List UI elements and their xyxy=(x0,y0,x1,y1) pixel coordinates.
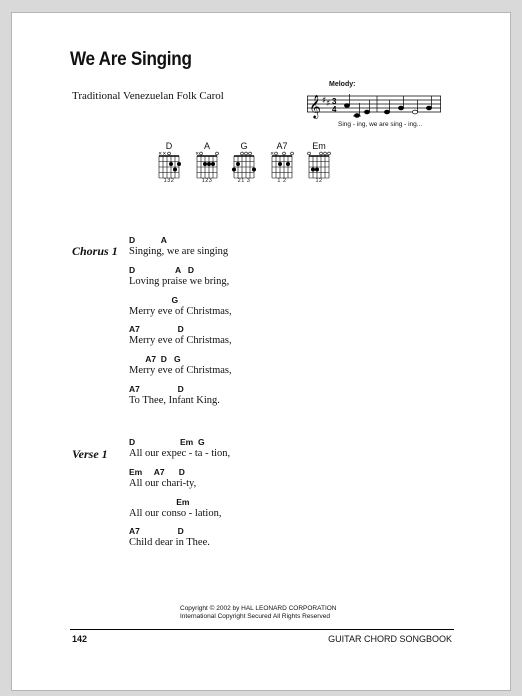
svg-text:𝄞: 𝄞 xyxy=(309,94,321,118)
chorus-chord-line: A7 D G xyxy=(129,354,181,364)
songbook-page xyxy=(11,12,511,691)
verse-lyric-line: All our chari-ty, xyxy=(129,478,197,489)
chorus-chord-line: D A xyxy=(129,235,167,245)
chorus-lyric-line: Merry eve of Christmas, xyxy=(129,306,232,317)
chorus-chord-line: A7 D xyxy=(129,324,184,334)
chorus-lyric-line: Singing, we are singing xyxy=(129,246,229,257)
footer-rule xyxy=(70,629,454,630)
chord-name: D xyxy=(165,141,173,151)
chord-fingering: 12 xyxy=(315,178,323,184)
melody-lyric: Sing - ing, we are sing - ing... xyxy=(338,121,423,128)
chorus-chord-line: G xyxy=(129,295,179,305)
verse-chord-line: Em xyxy=(129,497,190,507)
chord-name: A xyxy=(203,141,210,151)
verse-chord-line: D Em G xyxy=(129,437,205,447)
chorus-label: Chorus 1 xyxy=(72,244,118,258)
svg-text:××: ×× xyxy=(158,151,167,157)
verse-chord-line: A7 D xyxy=(129,526,184,536)
chorus-lyric-line: Merry eve of Christmas, xyxy=(129,335,232,346)
melody-label: Melody: xyxy=(329,81,356,88)
svg-text:♯: ♯ xyxy=(322,96,327,106)
melody-staff xyxy=(307,90,447,122)
chord-grid xyxy=(268,151,296,179)
book-title: GUITAR CHORD SONGBOOK xyxy=(328,634,452,644)
page-number: 142 xyxy=(72,634,88,644)
chord-name: Em xyxy=(312,141,326,151)
chord-grid xyxy=(305,151,333,179)
chord-name: A7 xyxy=(276,141,288,151)
chord-grid xyxy=(155,151,183,179)
chord-name: G xyxy=(240,141,248,151)
chord-fingering: 1 2 xyxy=(277,178,287,184)
svg-text:3: 3 xyxy=(332,97,337,106)
copyright-line: Copyright © 2002 by HAL LEONARD CORPORATION xyxy=(180,605,337,612)
chord-grid xyxy=(230,151,258,179)
chorus-lyric-line: Merry eve of Christmas, xyxy=(129,365,232,376)
svg-text:×: × xyxy=(270,151,275,157)
chord-fingering: 123 xyxy=(201,178,213,184)
song-title: We Are Singing xyxy=(70,49,192,70)
verse-label: Verse 1 xyxy=(72,447,108,461)
chord-fingering: 21 3 xyxy=(237,178,251,184)
song-subtitle: Traditional Venezuelan Folk Carol xyxy=(72,90,224,102)
chord-grid xyxy=(193,151,221,179)
verse-lyric-line: All our conso - lation, xyxy=(129,508,222,519)
chorus-lyric-line: Loving praise we bring, xyxy=(129,276,230,287)
svg-text:×: × xyxy=(195,151,200,157)
chord-diagram-g xyxy=(230,141,258,187)
chorus-chord-line: A7 D xyxy=(129,384,184,394)
copyright-line: International Copyright Secured All Rights Reserved xyxy=(180,613,330,620)
verse-lyric-line: Child dear in Thee. xyxy=(129,537,210,548)
verse-chord-line: Em A7 D xyxy=(129,467,185,477)
verse-lyric-line: All our expec - ta - tion, xyxy=(129,448,231,459)
svg-text:♯: ♯ xyxy=(326,99,331,109)
chord-diagram-em xyxy=(305,141,333,187)
chord-diagram-a7 xyxy=(268,141,296,187)
chord-diagram-a xyxy=(193,141,221,187)
chord-diagram-d xyxy=(155,141,183,187)
chorus-chord-line: D A D xyxy=(129,265,195,275)
chorus-lyric-line: To Thee, Infant King. xyxy=(129,395,220,406)
svg-text:4: 4 xyxy=(332,105,337,114)
copyright-notice xyxy=(180,605,337,621)
chord-fingering: 132 xyxy=(163,178,175,184)
